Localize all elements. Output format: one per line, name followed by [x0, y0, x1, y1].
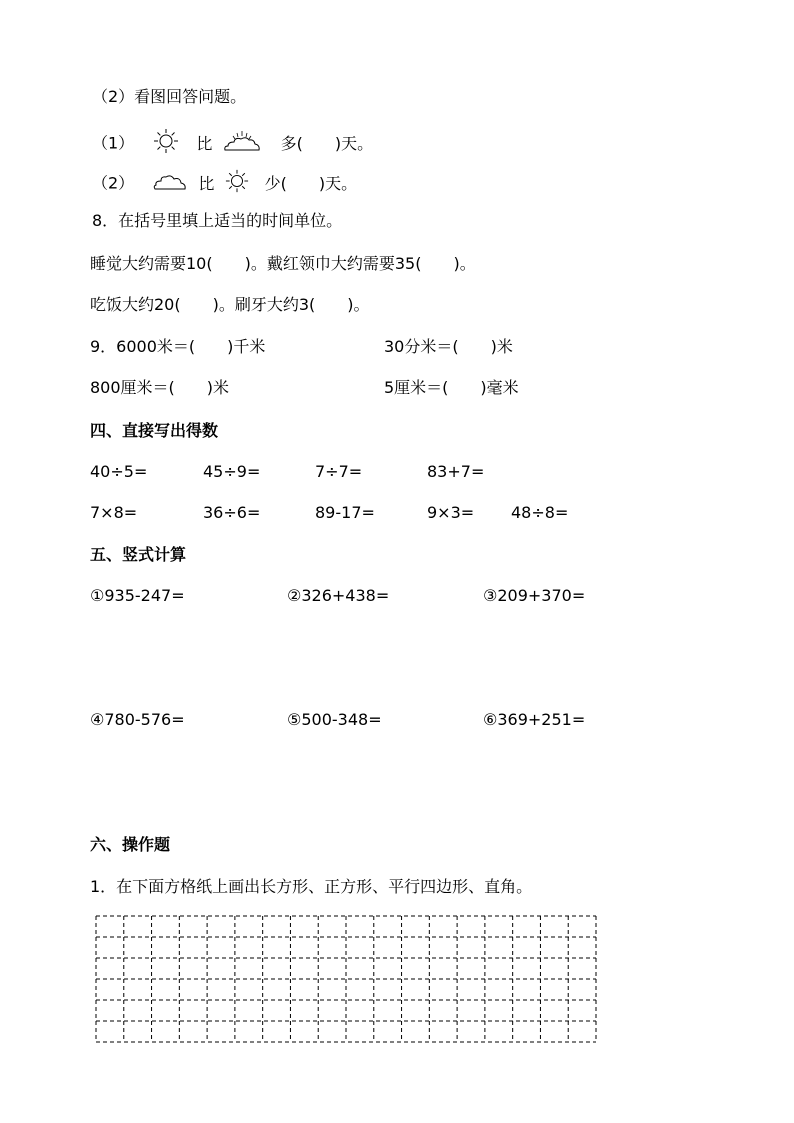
- section5-title: 五、竖式计算: [90, 545, 187, 564]
- section6-q1: 1．在下面方格纸上画出长方形、正方形、平行四边形、直角。: [90, 877, 533, 896]
- q8-title: 8．在括号里填上适当的时间单位。: [92, 211, 343, 230]
- section4-r2-c2: 36÷6=: [203, 503, 261, 522]
- q7-row1-bi: 比: [196, 133, 213, 153]
- cloud-icon: [153, 171, 187, 197]
- q7-row2-number: （2）: [92, 173, 135, 193]
- section6-title: 六、操作题: [90, 835, 171, 854]
- q7-row1: [92, 128, 373, 160]
- q9-line2-right: 5厘米＝( )毫米: [384, 378, 519, 397]
- q9-line1-left: 9．6000米＝( )千米: [90, 337, 266, 356]
- section4-r2-c4: 9×3=: [427, 503, 475, 522]
- q7-row2-tail: 少( )天。: [264, 173, 358, 193]
- q7-row2: [92, 169, 357, 199]
- section4-r1-c2: 45÷9=: [203, 462, 261, 481]
- q8-line1: 睡觉大约需要10( )。戴红领巾大约需要35( )。: [90, 254, 476, 273]
- q7-row1-number: （1）: [92, 133, 135, 153]
- section4-r2-c1: 7×8=: [90, 503, 138, 522]
- q8-line2: 吃饭大约20( )。刷牙大约3( )。: [90, 295, 370, 314]
- section4-r2-c3: 89-17=: [315, 503, 375, 522]
- section4-r1-c1: 40÷5=: [90, 462, 148, 481]
- q7-row1-tail: 多( )天。: [280, 133, 374, 153]
- grid-paper[interactable]: [95, 915, 599, 1049]
- grid-paper-svg[interactable]: [95, 915, 599, 1045]
- section5-r2-c2: ⑤500-348=: [287, 710, 382, 729]
- section5-r1-c3: ③209+370=: [483, 586, 586, 605]
- section5-r1-c1: ①935-247=: [90, 586, 185, 605]
- section4-r1-c3: 7÷7=: [315, 462, 363, 481]
- q9-line2-left: 800厘米＝( )米: [90, 378, 230, 397]
- section5-r2-c1: ④780-576=: [90, 710, 185, 729]
- q9-line1-right: 30分米＝( )米: [384, 337, 513, 356]
- section4-r2-c5: 48÷8=: [511, 503, 569, 522]
- q7-row2-bi: 比: [198, 173, 215, 193]
- cloud-sun-icon: [223, 130, 261, 158]
- sun-icon: [225, 169, 249, 199]
- sun-icon: [153, 128, 179, 160]
- section5-r1-c2: ②326+438=: [287, 586, 390, 605]
- section4-title: 四、直接写出得数: [90, 421, 219, 440]
- section5-r2-c3: ⑥369+251=: [483, 710, 586, 729]
- q7-part2-title: （2）看图回答问题。: [92, 87, 247, 106]
- section4-r1-c4: 83+7=: [427, 462, 485, 481]
